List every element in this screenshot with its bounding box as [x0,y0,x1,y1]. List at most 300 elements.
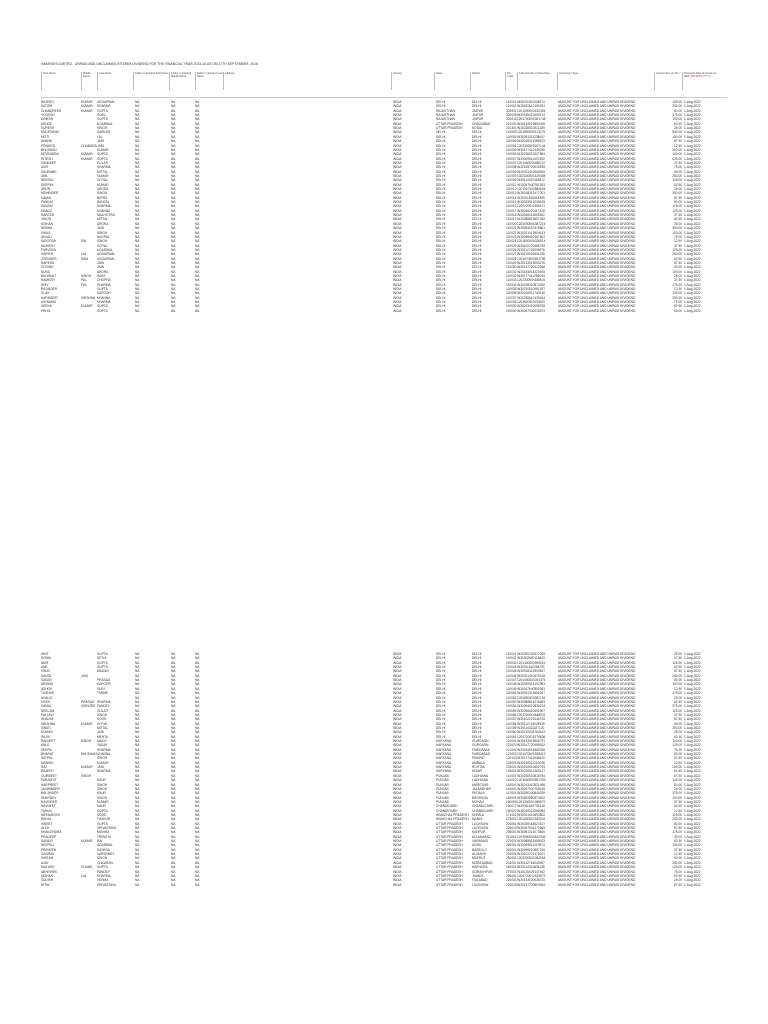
cell-amount-due: 50.00 [674,721,682,726]
cell-state: DELHI [436,287,446,292]
cell-father-first-name: NA [135,295,140,300]
cell-father-first-name: NA [135,204,140,209]
cell-father-middle-name: NA [171,799,176,804]
cell-first-name: BHARAT [41,752,54,757]
cell-amount-due: 250.00 [672,860,682,865]
cell-first-name: PALLAVI [41,712,54,717]
header-date-format-note: (DD-MON-YYYY) [690,75,711,79]
cell-first-name: ANIL [41,665,49,670]
cell-amount-due: 62.50 [674,217,682,222]
cell-state: PUNJAB [436,786,449,791]
cell-state: DELHI [436,234,446,239]
cell-folio-number: IN30114311605138 [517,865,545,870]
cell-investment-type: AMOUNT FOR UNCLAIMED AND UNPAID DIVIDEND [558,656,636,661]
cell-father-middle-name: NA [171,200,176,205]
cell-state: UTTAR PRADESH [436,882,463,887]
cell-folio-number: IN30267930215574 [517,308,546,313]
cell-state: DELHI [436,191,446,196]
cell-country: INDIA [393,873,402,878]
cell-last-name: KUMAR [97,173,109,178]
cell-first-name: SHIV [41,282,49,287]
cell-amount-due: 37.50 [674,213,682,218]
cell-proposed-date: 1-Aug-2022 [684,113,701,118]
cell-district: MORADABAD [472,860,493,865]
cell-father-middle-name: NA [171,156,176,161]
cell-father-last-name: NA [195,247,200,252]
cell-father-first-name: NA [135,173,140,178]
cell-state: HARYANA [436,747,452,752]
cell-country: INDIA [393,121,402,126]
cell-last-name: JAIN [97,139,104,144]
cell-pin-code: 110006 [506,139,517,144]
cell-pin-code: 175001 [506,817,517,822]
cell-father-last-name: NA [195,843,200,848]
cell-amount-due: 250.00 [672,817,682,822]
cell-father-first-name: NA [135,804,140,809]
cell-father-middle-name: NA [171,278,176,283]
cell-father-middle-name: NA [171,760,176,765]
cell-amount-due: 250.00 [672,295,682,300]
cell-father-first-name: NA [135,660,140,665]
cell-folio-number: 1301670000451789 [517,256,546,261]
cell-proposed-date: 1-Aug-2022 [684,839,701,844]
cell-amount-due: 50.00 [674,752,682,757]
cell-last-name: CHOPRA [97,278,111,283]
cell-proposed-date: 1-Aug-2022 [684,278,701,283]
cell-proposed-date: 1-Aug-2022 [684,865,701,870]
cell-last-name: TIWARI [97,691,109,696]
cell-investment-type: AMOUNT FOR UNCLAIMED AND UNPAID DIVIDEND [558,826,636,830]
cell-folio-number: IN30036020117428 [517,208,545,213]
cell-last-name: SINGH [97,786,108,791]
cell-father-last-name: NA [195,739,200,743]
cell-last-name: KHANNA [97,295,111,300]
cell-proposed-date: 1-Aug-2022 [684,782,701,787]
cell-pin-code: 302001 [506,108,517,113]
cell-father-middle-name: NA [171,812,176,817]
cell-middle-name: PAL [81,278,87,283]
cell-investment-type: AMOUNT FOR UNCLAIMED AND UNPAID DIVIDEND [558,278,636,283]
cell-last-name: GUPTA [97,108,108,113]
cell-first-name: RANJEET [41,739,56,743]
cell-father-last-name: NA [195,182,200,187]
cell-father-last-name: NA [195,191,200,196]
cell-state: UTTAR PRADESH [436,856,463,861]
cell-pin-code: 160022 [506,808,517,813]
cell-investment-type: AMOUNT FOR UNCLAIMED AND UNPAID DIVIDEND [558,195,636,200]
cell-district: DELHI [472,234,482,239]
cell-father-middle-name: NA [171,682,176,687]
cell-middle-name: BHUSHAN [81,752,97,757]
cell-folio-number: 1201700000061748 [517,117,546,122]
cell-father-middle-name: NA [171,234,176,239]
cell-folio-number: IN30039413059174 [517,113,546,118]
cell-investment-type: AMOUNT FOR UNCLAIMED AND UNPAID DIVIDEND [558,873,636,878]
cell-middle-name [81,883,95,887]
cell-country: INDIA [393,743,402,748]
cell-father-middle-name: NA [171,656,176,661]
cell-pin-code: 110026 [506,247,517,252]
cell-proposed-date: 1-Aug-2022 [684,239,701,244]
cell-father-first-name: NA [135,712,140,717]
cell-first-name: ASHOK [41,121,53,126]
cell-proposed-date: 1-Aug-2022 [684,878,701,883]
cell-father-last-name: NA [195,152,200,157]
cell-last-name: MITTAL [97,725,109,730]
cell-state: DELHI [436,139,446,144]
cell-father-middle-name: NA [171,178,176,183]
cell-father-last-name: NA [195,834,200,839]
cell-last-name: GUPTA [97,821,108,826]
cell-father-first-name: NA [135,265,140,270]
cell-pin-code: 302015 [506,113,517,118]
cell-father-first-name: NA [135,256,140,261]
cell-father-first-name: NA [135,665,140,670]
cell-last-name: GUPTA [97,308,108,313]
cell-father-last-name: NA [195,830,200,835]
cell-amount-due: 87.50 [674,882,682,887]
cell-father-last-name: NA [195,782,200,787]
cell-district: DELHI [472,256,482,261]
cell-pin-code: 208001 [506,830,517,835]
cell-last-name: ARORA [97,269,109,274]
cell-last-name: SHARMA [97,104,111,109]
cell-father-middle-name: NA [171,195,176,200]
cell-folio-number: IN30236510011289 [517,126,545,131]
cell-investment-type: AMOUNT FOR UNCLAIMED AND UNPAID DIVIDEND [558,804,636,809]
cell-country: INDIA [393,860,402,865]
cell-investment-type: AMOUNT FOR UNCLAIMED AND UNPAID DIVIDEND [558,230,636,235]
cell-proposed-date: 1-Aug-2022 [684,200,701,205]
cell-amount-due: 62.50 [674,769,682,774]
cell-folio-number: 1202300000185641 [517,278,546,283]
cell-father-last-name: NA [195,278,200,283]
cell-first-name: GOVIND [41,265,54,270]
cell-investment-type: AMOUNT FOR UNCLAIMED AND UNPAID DIVIDEND [558,795,636,800]
cell-state: DELHI [436,691,446,696]
cell-father-first-name: NA [135,117,140,122]
cell-state: DELHI [436,204,446,209]
cell-proposed-date: 1-Aug-2022 [684,156,701,161]
cell-state: HIMACHAL PRADESH [436,817,469,822]
cell-last-name: SRIVASTAVA [97,826,117,830]
cell-father-middle-name: NA [171,699,176,704]
cell-last-name: SAINI [97,274,106,278]
cell-country: INDIA [393,765,402,770]
cell-country: INDIA [393,300,402,305]
cell-last-name: MALIK [97,739,107,743]
cell-proposed-date: 1-Aug-2022 [684,656,701,661]
cell-folio-number: 1203600000557309 [517,778,546,783]
cell-father-last-name: NA [195,856,200,861]
cell-pin-code: 125001 [506,769,517,774]
cell-last-name: SRIVASTAVA [97,882,117,887]
cell-father-last-name: NA [195,147,200,152]
cell-father-last-name: NA [195,734,200,739]
cell-first-name: RAJESH [41,769,54,774]
cell-father-first-name: NA [135,878,140,883]
cell-amount-due: 12.50 [674,852,682,857]
cell-pin-code: 141001 [506,773,517,778]
cell-first-name: MOHAN [41,873,53,878]
cell-father-middle-name: NA [171,291,176,296]
cell-district: DELHI [472,691,482,696]
cell-first-name: PRIYA [41,308,51,313]
cell-first-name: RAVINDER [41,799,58,804]
cell-investment-type: AMOUNT FOR UNCLAIMED AND UNPAID DIVIDEND [558,282,636,287]
cell-country: INDIA [393,830,402,835]
cell-proposed-date: 1-Aug-2022 [684,769,701,774]
cell-last-name: GULATI [97,160,109,165]
cell-last-name: PRASAD [97,678,111,683]
header-father-middle-name: Father / Husband Middle Name [169,72,195,90]
cell-proposed-date: 1-Aug-2022 [684,173,701,178]
cell-last-name: AGARWAL [97,843,113,848]
cell-father-first-name: NA [135,730,140,735]
cell-amount-due: 25.00 [674,274,682,278]
cell-folio-number: IN30088814018653 [517,699,546,704]
cell-last-name: LAL [97,134,103,139]
cell-middle-name: KUMAR [81,152,93,157]
cell-folio-number: IN30047640781263 [517,182,546,187]
cell-district: LUCKNOW [472,821,489,826]
cell-last-name: PANDEY [97,869,110,874]
cell-district: DELHI [472,287,482,292]
cell-pin-code: 143001 [506,782,517,787]
cell-investment-type: AMOUNT FOR UNCLAIMED AND UNPAID DIVIDEND [558,173,636,178]
cell-folio-number: 1203600000223807 [517,300,546,305]
cell-district: FARIDABAD [472,752,491,757]
cell-father-first-name: NA [135,682,140,687]
cell-state: HARYANA [436,760,452,765]
cell-district: MANDI [472,817,483,822]
cell-first-name: VIJAY [41,291,50,296]
cell-amount-due: 125.00 [672,100,682,104]
cell-last-name: GUPTA [97,304,108,309]
cell-first-name: DEEPAK [41,182,54,187]
cell-last-name: MISHRA [97,830,110,835]
cell-pin-code: 110029 [506,260,517,265]
cell-pin-code: 110037 [506,295,517,300]
cell-proposed-date: 1-Aug-2022 [684,121,701,126]
cell-amount-due: 12.50 [674,287,682,292]
cell-father-last-name: NA [195,100,200,104]
cell-district: DELHI [472,269,482,274]
cell-amount-due: 87.50 [674,195,682,200]
cell-state: UTTAR PRADESH [436,121,463,126]
cell-proposed-date: 1-Aug-2022 [684,712,701,717]
cell-investment-type: AMOUNT FOR UNCLAIMED AND UNPAID DIVIDEND [558,152,636,157]
cell-pin-code: 110017 [506,208,517,213]
cell-district: DELHI [472,730,482,735]
cell-folio-number: IN30267930708145 [517,786,546,791]
cell-district: LUCKNOW [472,826,489,830]
cell-last-name: SINGH [97,712,108,717]
cell-investment-type: AMOUNT FOR UNCLAIMED AND UNPAID DIVIDEND [558,247,636,252]
cell-pin-code: 110052 [506,695,517,700]
cell-proposed-date: 1-Aug-2022 [684,795,701,800]
cell-last-name: SHARMA [97,204,111,209]
cell-father-first-name: NA [135,725,140,730]
cell-folio-number: 1201060000480127 [517,160,546,165]
cell-father-last-name: NA [195,873,200,878]
cell-amount-due: 87.50 [674,669,682,674]
cell-country: INDIA [393,195,402,200]
cell-father-middle-name: NA [171,143,176,148]
cell-district: AGRA [472,843,482,848]
cell-father-middle-name: NA [171,130,176,135]
cell-investment-type: AMOUNT FOR UNCLAIMED AND UNPAID DIVIDEND [558,791,636,796]
cell-district: DELHI [472,260,482,265]
cell-father-middle-name: NA [171,695,176,700]
cell-last-name: VARSHNEY [97,852,115,857]
cell-state: DELHI [436,130,446,135]
cell-amount-due: 37.50 [674,278,682,283]
cell-folio-number: 1201060001044376 [517,678,546,683]
cell-father-middle-name: NA [171,117,176,122]
cell-proposed-date: 1-Aug-2022 [684,152,701,157]
cell-investment-type: AMOUNT FOR UNCLAIMED AND UNPAID DIVIDEND [558,291,636,296]
cell-father-first-name: NA [135,104,140,109]
cell-middle-name: LAL [81,252,87,257]
cell-folio-number: IN30088813657049 [517,217,546,222]
cell-father-middle-name: NA [171,791,176,796]
cell-first-name: RAJIV [41,734,51,739]
cell-proposed-date: 1-Aug-2022 [684,725,701,730]
cell-father-middle-name: NA [171,769,176,774]
cell-country: INDIA [393,734,402,739]
cell-folio-number: 1204720011359127 [517,204,546,209]
cell-country: INDIA [393,756,402,761]
cell-father-first-name: NA [135,278,140,283]
cell-father-last-name: NA [195,765,200,770]
cell-district: DELHI [472,152,482,157]
cell-pin-code: 110059 [506,725,517,730]
cell-district: DELHI [472,204,482,209]
cell-investment-type: AMOUNT FOR UNCLAIMED AND UNPAID DIVIDEND [558,860,636,865]
cell-father-last-name: NA [195,691,200,696]
cell-father-first-name: NA [135,760,140,765]
cell-last-name: GOYAL [97,178,108,183]
cell-middle-name: PAL [81,239,87,244]
cell-country: INDIA [393,291,402,296]
cell-country: INDIA [393,869,402,874]
cell-folio-number: IN30039414102953 [517,682,546,687]
cell-proposed-date: 1-Aug-2022 [684,117,701,122]
cell-father-last-name: NA [195,308,200,313]
cell-amount-due: 25.00 [674,878,682,883]
cell-proposed-date: 1-Aug-2022 [684,213,701,218]
cell-amount-due: 62.50 [674,734,682,739]
cell-investment-type: AMOUNT FOR UNCLAIMED AND UNPAID DIVIDEND [558,730,636,735]
cell-district: DELHI [472,230,482,235]
cell-father-first-name: NA [135,191,140,196]
cell-district: KANPUR [472,830,486,835]
cell-father-first-name: NA [135,699,140,704]
cell-father-last-name: NA [195,260,200,265]
cell-father-last-name: NA [195,274,200,278]
cell-state: DELHI [436,160,446,165]
cell-proposed-date: 1-Aug-2022 [684,882,701,887]
cell-father-last-name: NA [195,847,200,852]
cell-father-middle-name: NA [171,108,176,113]
cell-folio-number: IN30302850118843 [517,656,545,661]
cell-investment-type: AMOUNT FOR UNCLAIMED AND UNPAID DIVIDEND [558,708,636,713]
cell-father-first-name: NA [135,300,140,305]
cell-district: GURGAON [472,743,489,748]
cell-folio-number: IN30226910227864 [517,152,546,157]
cell-country: INDIA [393,130,402,135]
cell-pin-code: 110033 [506,278,517,283]
cell-amount-due: 125.00 [672,865,682,870]
cell-district: GORAKHPUR [472,869,493,874]
cell-state: DELHI [436,712,446,717]
cell-first-name: ANJALI [41,234,52,239]
cell-district: AMRITSAR [472,782,489,787]
cell-state: PUNJAB [436,791,449,796]
cell-folio-number: 1301670000935412 [517,752,546,757]
cell-country: INDIA [393,100,402,104]
cell-proposed-date: 1-Aug-2022 [684,247,701,252]
cell-folio-number: IN30051311238647 [517,134,545,139]
cell-father-last-name: NA [195,669,200,674]
cell-country: INDIA [393,826,402,830]
cell-first-name: RAJ [41,765,48,770]
cell-pin-code: 110001 [506,100,517,104]
cell-pin-code: 110009 [506,173,517,178]
cell-first-name: AMIT [41,660,49,665]
cell-country: INDIA [393,169,402,174]
cell-country: INDIA [393,213,402,218]
cell-state: DELHI [436,226,446,231]
cell-country: INDIA [393,304,402,309]
cell-last-name: SHARMA [97,165,111,170]
cell-proposed-date: 1-Aug-2022 [684,743,701,748]
cell-proposed-date: 1-Aug-2022 [684,791,701,796]
cell-proposed-date: 1-Aug-2022 [684,847,701,852]
cell-folio-number: 1201330000594022 [517,660,546,665]
cell-amount-due: 62.50 [674,182,682,187]
cell-first-name: MOTI [41,134,49,139]
cell-folio-number: IN30102221478201 [517,852,546,857]
cell-pin-code: 110046 [506,673,517,678]
cell-father-first-name: NA [135,247,140,252]
cell-last-name: KHANNA [97,752,111,757]
cell-state: DELHI [436,291,446,296]
cell-investment-type: AMOUNT FOR UNCLAIMED AND UNPAID DIVIDEND [558,834,636,839]
cell-country: INDIA [393,882,402,887]
cell-first-name: SATPAL [41,756,53,761]
cell-country: INDIA [393,147,402,152]
cell-investment-type: AMOUNT FOR UNCLAIMED AND UNPAID DIVIDEND [558,308,636,313]
cell-last-name: JAIN [97,765,104,770]
cell-father-last-name: NA [195,134,200,139]
cell-district: DELHI [472,208,482,213]
cell-pin-code: 221001 [506,839,517,844]
cell-pin-code: 171001 [506,812,517,817]
cell-proposed-date: 1-Aug-2022 [684,208,701,213]
cell-state: DELHI [436,256,446,261]
cell-pin-code: 201001 [506,121,517,126]
cell-first-name: RAHUL [41,817,52,822]
cell-proposed-date: 1-Aug-2022 [684,691,701,696]
cell-pin-code: 110039 [506,304,517,309]
cell-father-last-name: NA [195,812,200,817]
cell-amount-due: 87.50 [674,260,682,265]
cell-pin-code: 121001 [506,747,517,752]
cell-amount-due: 100.00 [672,795,682,800]
cell-proposed-date: 1-Aug-2022 [684,673,701,678]
